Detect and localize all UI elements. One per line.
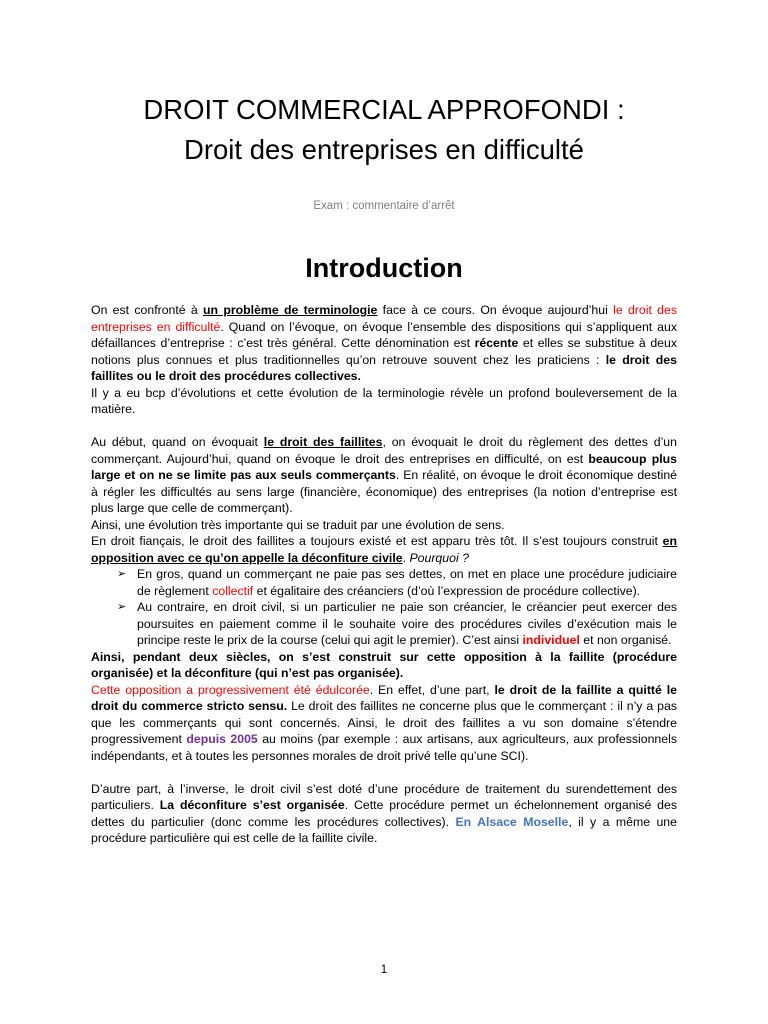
paragraph-4: Ainsi, une évolution très importante qui se traduit par une évolution de sens.	[91, 517, 505, 532]
text-run-red-bold: individuel	[522, 633, 580, 647]
blank-line	[91, 764, 677, 781]
arrow-bullet-icon: ➢	[117, 568, 127, 580]
paragraph-5	[91, 533, 677, 566]
text-run: En gros, quand un commerçant ne paie pas ses dettes, on met en place une procédure judiciaire de règlement	[137, 567, 677, 598]
text-run-purple: depuis 2005	[186, 732, 258, 746]
list-item	[91, 566, 677, 599]
text-run: et non organisé.	[579, 633, 672, 647]
subtitle: Exam : commentaire d’arrêt	[313, 200, 455, 212]
text-run: Le droit des faillites ne concerne plus que le commerçant : il n’y a pas que les commerçants qui sont concernés. Ainsi, le droit des faillites a vu son domaine s’étendre progressivement	[91, 699, 677, 746]
bullet-list	[91, 566, 677, 649]
text-run: au moins (par exemple : aux artisans, aux agriculteurs, aux professionnels indépendants, et à toutes les personnes morales de droit privé telle qu’une SCI).	[91, 732, 677, 763]
arrow-bullet-icon: ➢	[117, 601, 127, 613]
paragraph-8	[91, 781, 677, 847]
text-run-bold-underline: un problème de terminologie	[203, 303, 378, 317]
title-line-2: Droit des entreprises en difficulté	[184, 134, 584, 165]
paragraph-6: Ainsi, pendant deux siècles, on s’est construit sur cette opposition à la faillite (procédure organisée) et la déconfiture (qui n’est pas organisée).	[91, 649, 677, 680]
text-run: Au début, quand on évoquait	[91, 435, 264, 449]
text-run-blue: En Alsace Moselle	[455, 814, 569, 829]
body-text	[91, 302, 677, 847]
text-run-bold: beaucoup plus large et on ne se limite pas aux seuls commerçants	[91, 451, 677, 482]
text-run: D’autre part, à l’inverse, le droit civil s’est doté d’une procédure de traitement du surendettement des particuliers.	[91, 781, 677, 812]
text-run-bold: le droit des faillites ou le droit des procédures collectives.	[91, 352, 677, 383]
text-run: .	[402, 550, 410, 565]
text-run-bold: récente	[474, 336, 519, 350]
blank-line	[91, 418, 677, 435]
text-run-red: collectif	[212, 583, 254, 598]
text-run: . En réalité, on évoque le droit économique destiné à régler les difficultés au sens large (financière, économique) des entreprises (la notion d’entreprise est plus large que celle de commerçant).	[91, 468, 677, 515]
text-run: face à ce cours. On évoque aujourd’hui	[377, 303, 614, 317]
text-run-red: le droit des entreprises en difficulté	[91, 303, 677, 334]
text-run-italic: Pourquoi ?	[409, 550, 469, 565]
text-run: Au contraire, en droit civil, si un particulier ne paie son créancier, le créancier peut exercer des poursuites en paiement comme il le souhaite voire des procédures civiles d’exécution mais le principe reste le prix de la course (celui qui agit le premier). C’est ainsi	[137, 600, 677, 647]
text-run-bold-underline: en opposition avec ce qu’on appelle la déconfiture civile	[91, 534, 677, 565]
text-run-red: Cette opposition a progressivement été édulcorée	[91, 682, 370, 697]
title-line-1: DROIT COMMERCIAL APPROFONDI :	[143, 94, 625, 125]
text-run-bold-underline: le droit des faillites	[263, 435, 383, 449]
paragraph-7	[91, 682, 677, 765]
text-run: En droit fiançais, le droit des faillites a toujours existé et est apparu très tôt. Il s’est toujours construit	[91, 534, 663, 548]
text-run: . Quand on l’évoque, on évoque l’ensemble des dispositions qui s’appliquent aux défaillances d’entreprise : c’est très général. Cette dénomination est	[91, 319, 677, 350]
text-run-bold: La déconfiture s’est organisée	[159, 798, 345, 812]
text-run: , il y a même une procédure particulière qui est celle de la faillite civile.	[91, 814, 677, 845]
section-heading: Introduction	[305, 253, 463, 283]
text-run-bold: le droit de la faillite a quitté le droit du commerce stricto sensu.	[91, 682, 677, 713]
page-number: 1	[380, 964, 388, 976]
paragraph-3	[91, 434, 677, 517]
text-run: et elles se substitue à deux notions plus connues et plus traditionnelles qu’on retrouve souvent chez les praticiens :	[91, 336, 677, 367]
text-run: . En effet, d’une part,	[369, 682, 495, 697]
text-run: . Cette procédure permet un échelonnement organisé des dettes du particulier (donc comme les procédures collectives).	[91, 798, 677, 829]
list-item	[91, 599, 677, 649]
paragraph-2: Il y a eu bcp d’évolutions et cette évolution de la terminologie révèle un profond bouleversement de la matière.	[91, 385, 677, 416]
text-run: , on évoquait le droit du règlement des dettes d’un commerçant. Aujourd’hui, quand on évoque le droit des entreprises en difficulté, on est	[91, 435, 677, 466]
text-run: et égalitaire des créanciers (d’où l’expression de procédure collective).	[253, 583, 641, 598]
text-run: On est confronté à	[91, 303, 204, 317]
paragraph-1	[91, 302, 677, 385]
